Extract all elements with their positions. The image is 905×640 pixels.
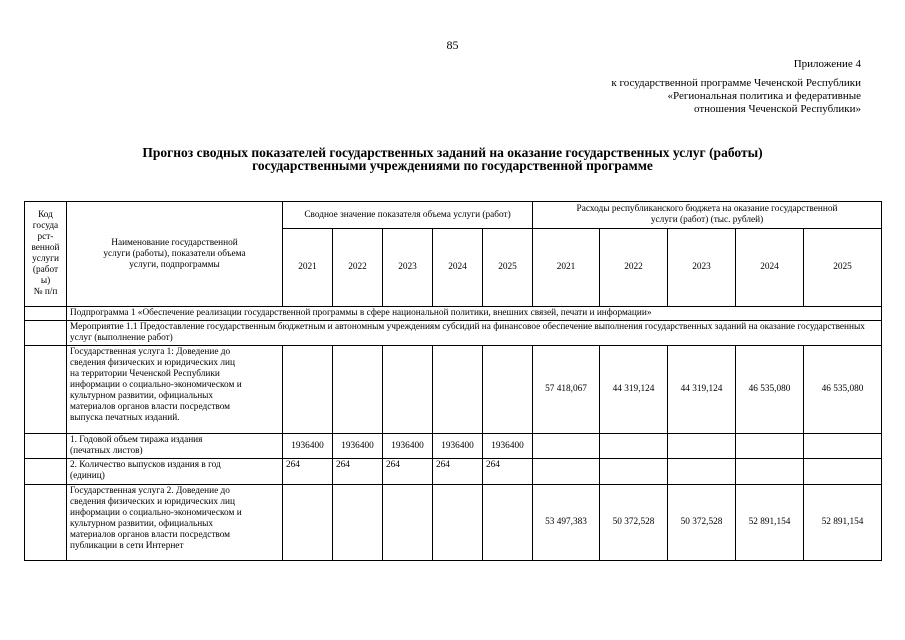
year-header: 2025 [804,229,882,307]
expense-cell [533,459,600,485]
forecast-table [24,201,882,561]
code-cell [25,485,67,561]
expense-cell [804,459,882,485]
expense-cell [600,434,668,459]
document-title-line: Прогноз сводных показателей государственных заданий на оказание государственных услуг (работы) [142,145,763,160]
volume-cell [483,346,533,434]
year-header: 2025 [483,229,533,307]
appendix-title: Приложение 4 [793,58,861,70]
expense-cell: 46 535,080 [736,346,804,434]
volume-cell [483,485,533,561]
volume-cell: 1936400 [333,434,383,459]
volume-cell: 264 [433,459,483,485]
document-title [0,146,905,172]
code-cell [25,321,67,346]
appendix-line: «Региональная политика и федеративные [667,90,861,102]
appendix-block [611,58,861,116]
page-number: 85 [446,38,459,52]
expense-group-header: Расходы республиканского бюджета на оказание государственной услуги (работ) (тыс. рублей) [533,202,882,229]
volume-cell: 264 [333,459,383,485]
service-name-cell: Государственная услуга 2. Доведение до сведения физических и юридических лиц информации о социально-экономическом и культурном развитии, официальных материалов органов власти посредством публикации в сети Интернет [67,485,283,561]
document-title-line: государственными учреждениями по государственной программе [252,158,653,173]
volume-cell: 1936400 [483,434,533,459]
code-cell [25,307,67,321]
volume-cell: 1936400 [283,434,333,459]
expense-cell: 44 319,124 [668,346,736,434]
year-header: 2024 [433,229,483,307]
volume-cell [283,485,333,561]
indicator-name-cell: 1. Годовой объем тиража издания (печатных листов) [67,434,283,459]
volume-cell: 264 [383,459,433,485]
year-header: 2022 [333,229,383,307]
volume-cell [383,346,433,434]
expense-cell: 44 319,124 [600,346,668,434]
volume-group-header: Сводное значение показателя объема услуги (работ) [283,202,533,229]
expense-cell: 50 372,528 [600,485,668,561]
year-header: 2024 [736,229,804,307]
expense-cell [668,434,736,459]
expense-cell: 53 497,383 [533,485,600,561]
name-header: Наименование государственной услуги (работы), показатели объема услуги, подпрограммы [67,202,283,307]
code-cell [25,459,67,485]
year-header: 2021 [283,229,333,307]
expense-cell: 57 418,067 [533,346,600,434]
expense-cell [600,459,668,485]
service-name-cell: Государственная услуга 1: Доведение до сведения физических и юридических лиц на территории Чеченской Республики информации о социально-экономическом и культурном развитии, официальных материалов органов власти посредством выпуска печатных изданий. [67,346,283,434]
expense-cell: 46 535,080 [804,346,882,434]
indicator-name-cell: 2. Количество выпусков издания в год (единиц) [67,459,283,485]
expense-cell [736,459,804,485]
year-header: 2022 [600,229,668,307]
volume-cell: 1936400 [383,434,433,459]
volume-cell: 264 [483,459,533,485]
year-header: 2021 [533,229,600,307]
expense-cell [668,459,736,485]
expense-cell: 52 891,154 [736,485,804,561]
measure-row: Мероприятие 1.1 Предоставление государственным бюджетным и автономным учреждениям субсидий на финансовое обеспечение выполнения государственных заданий на оказание государственных услуг (выполнение работ) [67,321,882,346]
volume-cell [333,346,383,434]
year-header: 2023 [668,229,736,307]
volume-cell: 1936400 [433,434,483,459]
volume-cell [383,485,433,561]
expense-cell: 52 891,154 [804,485,882,561]
expense-cell [736,434,804,459]
appendix-line: отношения Чеченской Республики» [693,103,861,115]
appendix-line: к государственной программе Чеченской Республики [611,77,861,89]
code-cell [25,346,67,434]
expense-cell: 50 372,528 [668,485,736,561]
code-cell [25,434,67,459]
expense-cell [533,434,600,459]
expense-cell [804,434,882,459]
volume-cell [433,485,483,561]
volume-cell [283,346,333,434]
volume-cell: 264 [283,459,333,485]
year-header: 2023 [383,229,433,307]
volume-cell [433,346,483,434]
code-header: Код госуда рст- венной услуги (работ ы) № п/п [25,202,67,307]
subprogram-row: Подпрограмма 1 «Обеспечение реализации государственной программы в сфере национальной политики, внешних связей, печати и информации» [67,307,882,321]
volume-cell [333,485,383,561]
